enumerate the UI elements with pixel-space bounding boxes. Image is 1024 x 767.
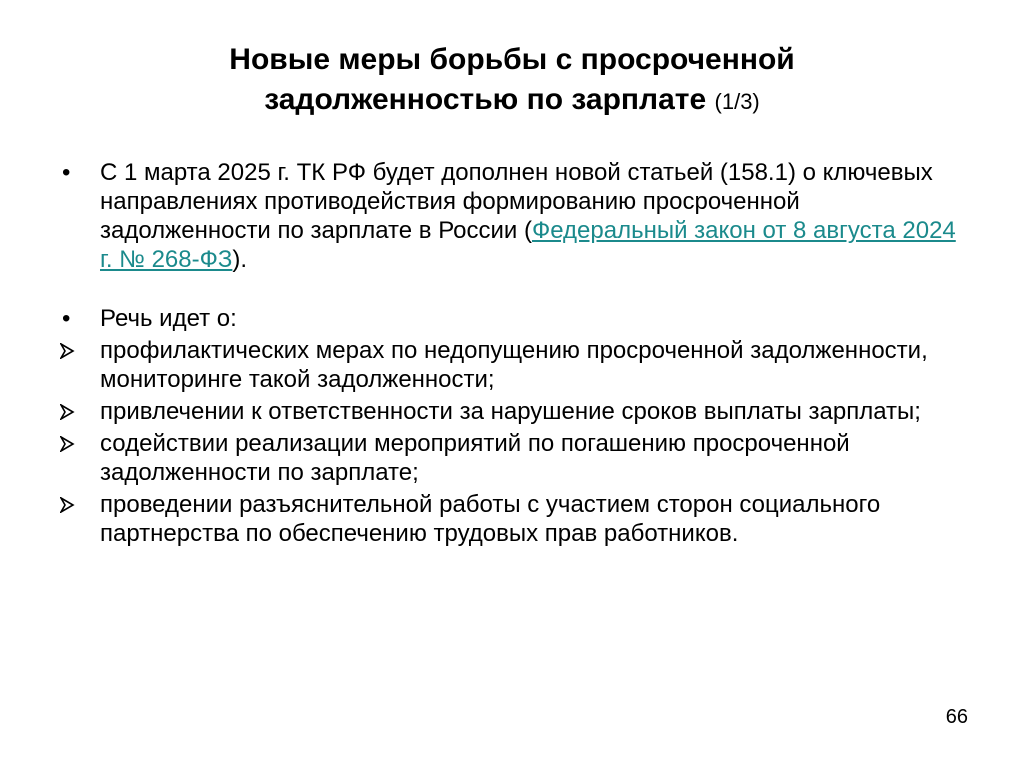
arrow-outline-icon [60, 436, 82, 452]
sub-item-text: проведении разъяснительной работы с участием сторон социального партнерства по обеспечению трудовых прав работников. [100, 491, 881, 547]
title-part-indicator: (1/3) [714, 89, 760, 114]
bullet-item-1 [60, 158, 960, 274]
sub-item-text: профилактических мерах по недопущению просроченной задолженности, мониторинге такой задолженности; [100, 337, 928, 393]
title-line-1: Новые меры борьбы с просроченной [229, 43, 795, 76]
sub-item-4 [60, 490, 960, 548]
arrow-outline-icon [60, 404, 82, 420]
title-line-2 [0, 80, 1024, 122]
slide-title [0, 40, 1024, 122]
sub-item-text: содействии реализации мероприятий по погашению просроченной задолженности по зарплате; [100, 430, 850, 486]
bullet-dot-icon: • [62, 159, 71, 186]
arrow-outline-icon [60, 497, 82, 513]
bullet-text-after-link: ). [232, 246, 248, 273]
page-number: 66 [945, 706, 968, 728]
bullet-dot-icon: • [62, 305, 71, 332]
bullet-text: Речь идет о: [100, 305, 237, 332]
sub-item-text: привлечении к ответственности за нарушение сроков выплаты зарплаты; [100, 398, 921, 425]
arrow-outline-icon [60, 343, 82, 359]
sub-item-1 [60, 336, 960, 394]
slide-content [60, 158, 960, 548]
federal-law-link[interactable]: Федеральный закон от 8 августа 2024 г. № 268-ФЗ [100, 217, 956, 273]
bullet-text-before-link: С 1 марта 2025 г. ТК РФ будет дополнен новой статьей (158.1) о ключевых направлениях противодействия формированию просроченной задолженности по зарплате в России ( [100, 159, 933, 244]
title-line-2-text: задолженностью по зарплате [264, 83, 707, 116]
sub-item-3 [60, 429, 960, 487]
bullet-item-2 [60, 304, 960, 333]
spacer [60, 274, 960, 304]
sub-item-2 [60, 397, 960, 426]
